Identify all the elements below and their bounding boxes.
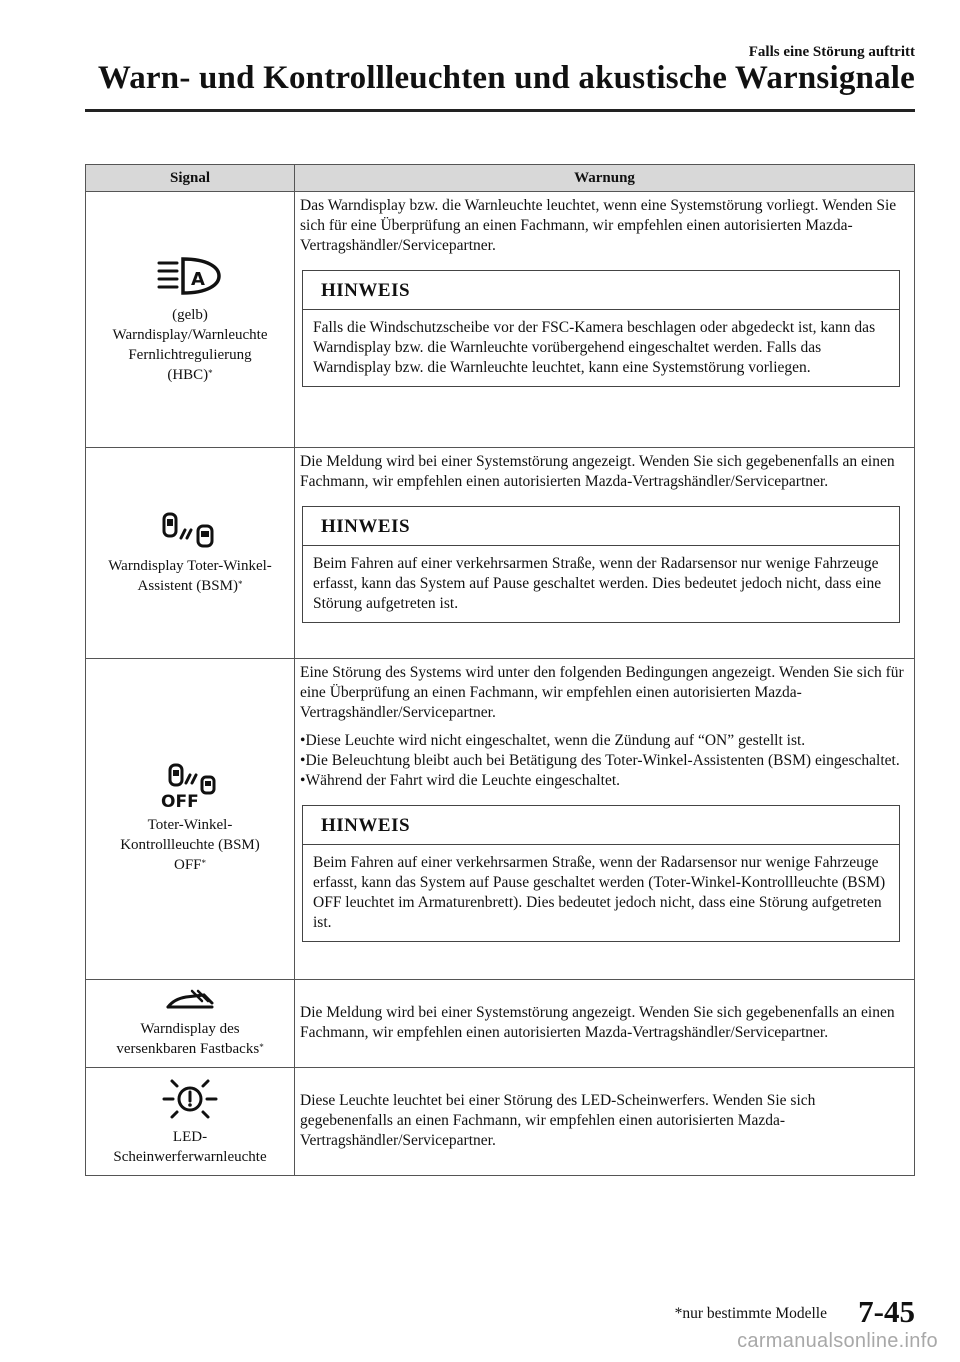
note-text: Falls die Windschutzscheibe vor der FSC-Kamera beschlagen oder abgedeckt ist, kann das Warndisplay bzw. die Warnleuchte vorübergehend eingeschaltet werden. Falls das Warndisplay bzw. die Warnleuchte leuchtet, kann eine Systemstörung vorliegen. (313, 319, 876, 376)
note-text: Beim Fahren auf einer verkehrsarmen Straße, wenn der Radarsensor nur wenige Fahrzeuge erfasst, kann das System auf Pause geschaltet werden. Dies bedeutet jedoch nicht, dass eine Störung aufgetreten ist. (313, 555, 882, 612)
signal-cell (86, 448, 295, 659)
svg-text:A: A (191, 268, 205, 290)
footnote-mark: * (237, 579, 243, 589)
header-divider (85, 109, 915, 112)
signal-label-line: OFF* (173, 857, 207, 873)
warning-cell (295, 659, 915, 980)
footnote-mark: * (201, 858, 207, 868)
page-title: Warn- und Kontrollleuchten und akustische Warnsignale (97, 60, 915, 96)
note-box (302, 270, 900, 387)
signal-label-line: Assistent (BSM)* (137, 578, 243, 594)
page-number: 7-45 (858, 1294, 915, 1329)
column-header-warning: Warnung (295, 165, 915, 192)
signal-label-line: Warndisplay des (140, 1020, 240, 1037)
led-headlight-icon (162, 1077, 218, 1121)
signal-label-line: Fernlichtregulierung (128, 346, 252, 363)
signal-label-line: versenkbaren Fastbacks* (116, 1040, 264, 1057)
signal-label-line: Scheinwerferwarnleuchte (113, 1148, 267, 1165)
table-row (86, 192, 915, 448)
note-title: HINWEIS (303, 806, 899, 845)
warning-cell (295, 448, 915, 659)
table-row (86, 1068, 915, 1176)
list-item: • Diese Leuchte wird nicht eingeschaltet, wenn die Zündung auf “ON” gestellt ist. (300, 731, 904, 751)
signal-table (85, 164, 915, 1176)
warning-cell (295, 980, 915, 1068)
signal-cell (86, 192, 295, 448)
signal-cell (86, 980, 295, 1068)
column-header-signal: Signal (86, 165, 295, 192)
warning-text: Die Meldung wird bei einer Systemstörung angezeigt. Wenden Sie sich gegebenenfalls an einen Fachmann, wir empfehlen einen autorisierten Mazda-Vertragshändler/Servicepartner. (300, 453, 895, 490)
fastback-icon (164, 989, 216, 1015)
note-box (302, 506, 900, 623)
table-row (86, 659, 915, 980)
signal-label-line: Kontrollleuchte (BSM) (120, 837, 260, 853)
list-item: • Während der Fahrt wird die Leuchte eingeschaltet. (300, 771, 904, 791)
signal-cell (86, 1068, 295, 1176)
section-title: Falls eine Störung auftritt (748, 44, 915, 60)
signal-label-line: (gelb) (172, 306, 208, 323)
table-header-row (86, 165, 915, 192)
warning-cell (295, 1068, 915, 1176)
footnote: *nur bestimmte Modelle (674, 1305, 827, 1322)
signal-cell (86, 659, 295, 980)
note-title: HINWEIS (303, 507, 899, 546)
off-label: OFF (161, 792, 199, 809)
condition-list (300, 731, 904, 791)
table-row (86, 980, 915, 1068)
table-row (86, 448, 915, 659)
warning-text: Eine Störung des Systems wird unter den folgenden Bedingungen angezeigt. Wenden Sie sich für eine Überprüfung an einen Fachmann, wir empfehlen einen autorisierten Mazda-Vertragshändler/Servicepartner. (300, 664, 904, 721)
list-item: • Die Beleuchtung bleibt auch bei Betätigung des Toter-Winkel-Assistenten (BSM) eingeschaltet. (300, 751, 904, 771)
signal-label-line: Toter-Winkel- (147, 817, 233, 833)
note-text: Beim Fahren auf einer verkehrsarmen Straße, wenn der Radarsensor nur wenige Fahrzeuge erfasst, kann das System auf Pause geschaltet werden (Toter-Winkel-Kontrollleuchte (BSM) OFF leuchtet im Armaturenbrett). Dies bedeutet jedoch nicht, dass eine Störung aufgetreten ist. (313, 854, 886, 931)
signal-label-line: Warndisplay Toter-Winkel- (108, 558, 272, 574)
warning-text: Das Warndisplay bzw. die Warnleuchte leuchtet, wenn eine Systemstörung vorliegt. Wenden Sie sich für eine Überprüfung an einen Fachmann, wir empfehlen einen autorisierten Mazda-Vertragshändler/Servicepartner. (300, 197, 897, 254)
hbc-warning-icon (155, 255, 225, 299)
note-title: HINWEIS (303, 271, 899, 310)
blind-spot-off-icon (158, 763, 222, 809)
warning-text: Diese Leuchte leuchtet bei einer Störung des LED-Scheinwerfers. Wenden Sie sich gegebenenfalls an einen Fachmann, wir empfehlen einen autorisierten Mazda-Vertragshändler/Servicepartner. (300, 1091, 816, 1149)
footnote-mark: * (259, 1041, 264, 1052)
warning-cell (295, 192, 915, 448)
signal-label-line: Warndisplay/Warnleuchte (112, 326, 268, 343)
watermark: carmanualsonline.info (737, 1330, 938, 1352)
signal-label-line: (HBC)* (167, 366, 213, 383)
footnote-mark: * (208, 367, 213, 378)
warning-text: Die Meldung wird bei einer Systemstörung angezeigt. Wenden Sie sich gegebenenfalls an einen Fachmann, wir empfehlen einen autorisierten Mazda-Vertragshändler/Servicepartner. (300, 1003, 895, 1041)
blind-spot-icon (158, 510, 222, 550)
note-box (302, 805, 900, 942)
signal-label-line: LED- (172, 1128, 208, 1145)
